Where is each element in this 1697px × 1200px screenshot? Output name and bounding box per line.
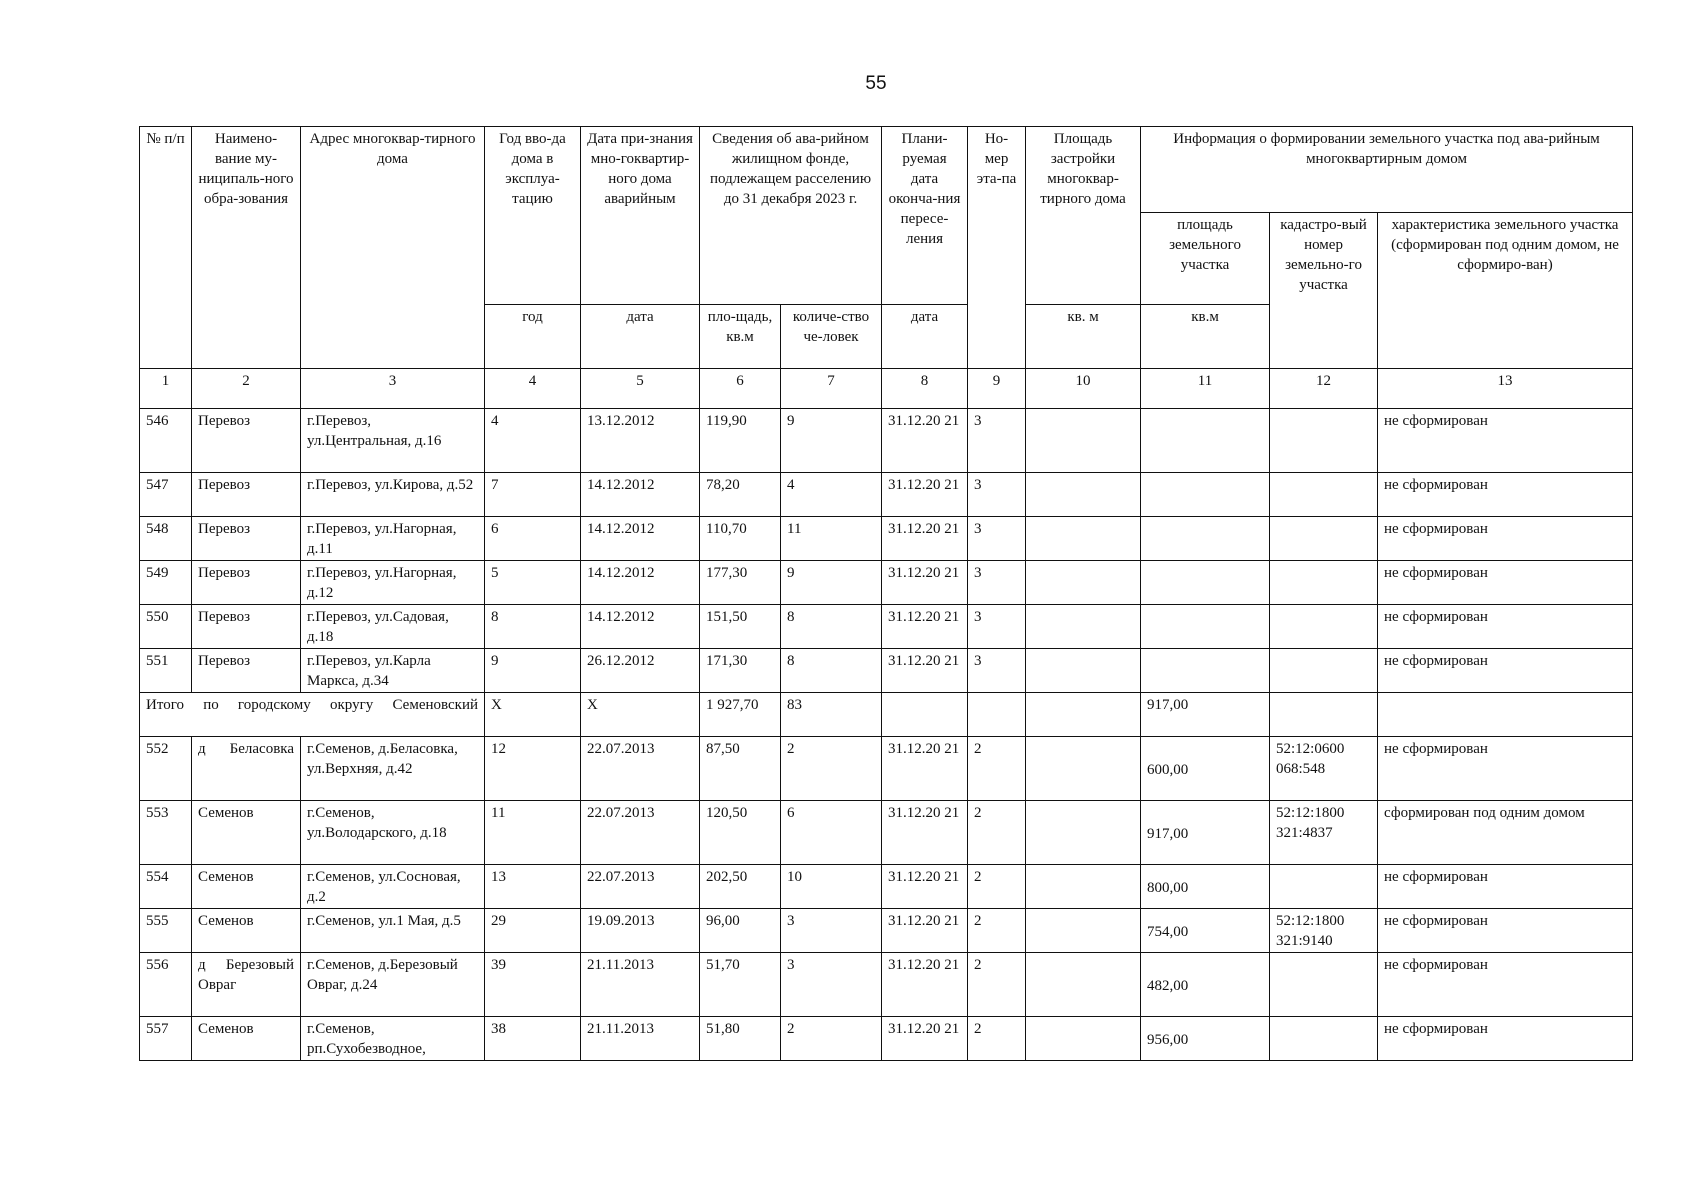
planned-end-date-cell: 31.12.20 21 <box>882 737 968 801</box>
row-number: 546 <box>140 409 192 473</box>
municipality-cell: Перевоз <box>192 649 301 693</box>
people-count-cell: 9 <box>781 561 882 605</box>
table-row <box>140 605 1633 649</box>
people-count-cell: 4 <box>781 473 882 517</box>
subtotal-end <box>882 693 968 737</box>
emergency-area-cell: 120,50 <box>700 801 781 865</box>
stage-cell: 3 <box>968 473 1026 517</box>
cadastral-number-cell <box>1270 605 1378 649</box>
column-number: 7 <box>781 369 882 409</box>
people-count-cell: 3 <box>781 953 882 1017</box>
row-number: 557 <box>140 1017 192 1061</box>
address-cell: г.Семенов, ул.Сосновая, д.2 <box>301 865 485 909</box>
people-count-cell: 11 <box>781 517 882 561</box>
table-row <box>140 909 1633 953</box>
address-cell: г.Семенов, рп.Сухобезводное, <box>301 1017 485 1061</box>
land-area-cell <box>1141 649 1270 693</box>
year-cell: 12 <box>485 737 581 801</box>
header-row-1 <box>140 127 1633 213</box>
unit-date: дата <box>581 305 700 369</box>
subtotal-stage <box>968 693 1026 737</box>
table-row <box>140 517 1633 561</box>
stage-cell: 3 <box>968 649 1026 693</box>
emergency-area-cell: 119,90 <box>700 409 781 473</box>
emergency-area-cell: 202,50 <box>700 865 781 909</box>
unit-people: количе-ство че-ловек <box>781 305 882 369</box>
stage-cell: 2 <box>968 801 1026 865</box>
planned-end-date-cell: 31.12.20 21 <box>882 953 968 1017</box>
column-number: 4 <box>485 369 581 409</box>
unit-area: пло-щадь, кв.м <box>700 305 781 369</box>
land-characteristic-cell: не сформирован <box>1378 605 1633 649</box>
row-number: 554 <box>140 865 192 909</box>
land-area-cell: 917,00 <box>1141 801 1270 865</box>
subtotal-people: 83 <box>781 693 882 737</box>
year-cell: 39 <box>485 953 581 1017</box>
subtotal-date: Х <box>581 693 700 737</box>
address-cell: г.Перевоз, ул.Нагорная, д.12 <box>301 561 485 605</box>
recognition-date-cell: 21.11.2013 <box>581 953 700 1017</box>
col-header-stage: Но-мер эта-па <box>968 127 1026 369</box>
column-number: 6 <box>700 369 781 409</box>
recognition-date-cell: 21.11.2013 <box>581 1017 700 1061</box>
stage-cell: 3 <box>968 605 1026 649</box>
people-count-cell: 6 <box>781 801 882 865</box>
address-cell: г.Перевоз, ул.Кирова, д.52 <box>301 473 485 517</box>
unit-building-area: кв. м <box>1026 305 1141 369</box>
land-characteristic-cell: не сформирован <box>1378 409 1633 473</box>
building-area-cell <box>1026 1017 1141 1061</box>
land-area-cell <box>1141 605 1270 649</box>
people-count-cell: 10 <box>781 865 882 909</box>
building-area-cell <box>1026 865 1141 909</box>
table-row <box>140 737 1633 801</box>
land-area-cell <box>1141 517 1270 561</box>
address-cell: г.Перевоз, ул.Карла Маркса, д.34 <box>301 649 485 693</box>
column-number: 3 <box>301 369 485 409</box>
recognition-date-cell: 26.12.2012 <box>581 649 700 693</box>
municipality-cell: д Березовый Овраг <box>192 953 301 1017</box>
row-number: 556 <box>140 953 192 1017</box>
col-header-number: № п/п <box>140 127 192 369</box>
year-cell: 8 <box>485 605 581 649</box>
land-characteristic-cell: не сформирован <box>1378 1017 1633 1061</box>
emergency-area-cell: 110,70 <box>700 517 781 561</box>
cadastral-number-cell: 52:12:1800 321:9140 <box>1270 909 1378 953</box>
stage-cell: 3 <box>968 561 1026 605</box>
table-row <box>140 953 1633 1017</box>
cadastral-number-cell <box>1270 473 1378 517</box>
emergency-area-cell: 87,50 <box>700 737 781 801</box>
land-area-cell: 600,00 <box>1141 737 1270 801</box>
municipality-cell: Перевоз <box>192 409 301 473</box>
emergency-area-cell: 51,70 <box>700 953 781 1017</box>
land-area-cell: 482,00 <box>1141 953 1270 1017</box>
year-cell: 38 <box>485 1017 581 1061</box>
planned-end-date-cell: 31.12.20 21 <box>882 801 968 865</box>
year-cell: 11 <box>485 801 581 865</box>
unit-year: год <box>485 305 581 369</box>
subtotal-cadastral <box>1270 693 1378 737</box>
column-number-row <box>140 369 1633 409</box>
col-header-municipality: Наимено-вание му-ниципаль-ного обра-зования <box>192 127 301 369</box>
table-row <box>140 801 1633 865</box>
stage-cell: 3 <box>968 517 1026 561</box>
cadastral-number-cell <box>1270 1017 1378 1061</box>
cadastral-number-cell <box>1270 561 1378 605</box>
building-area-cell <box>1026 517 1141 561</box>
people-count-cell: 9 <box>781 409 882 473</box>
col-header-planned-end: Плани-руемая дата оконча-ния пересе-ления <box>882 127 968 305</box>
planned-end-date-cell: 31.12.20 21 <box>882 865 968 909</box>
emergency-area-cell: 151,50 <box>700 605 781 649</box>
year-cell: 5 <box>485 561 581 605</box>
land-area-cell <box>1141 561 1270 605</box>
land-characteristic-cell: не сформирован <box>1378 649 1633 693</box>
address-cell: г.Семенов, ул.Володарского, д.18 <box>301 801 485 865</box>
column-number: 8 <box>882 369 968 409</box>
recognition-date-cell: 13.12.2012 <box>581 409 700 473</box>
recognition-date-cell: 14.12.2012 <box>581 473 700 517</box>
recognition-date-cell: 22.07.2013 <box>581 865 700 909</box>
land-characteristic-cell: не сформирован <box>1378 909 1633 953</box>
address-cell: г.Семенов, д.Березовый Овраг, д.24 <box>301 953 485 1017</box>
col-header-land-area: площадь земельного участка <box>1141 213 1270 305</box>
planned-end-date-cell: 31.12.20 21 <box>882 605 968 649</box>
cadastral-number-cell: 52:12:0600 068:548 <box>1270 737 1378 801</box>
stage-cell: 2 <box>968 953 1026 1017</box>
recognition-date-cell: 22.07.2013 <box>581 737 700 801</box>
stage-cell: 2 <box>968 865 1026 909</box>
building-area-cell <box>1026 561 1141 605</box>
column-number: 13 <box>1378 369 1633 409</box>
stage-cell: 3 <box>968 409 1026 473</box>
year-cell: 6 <box>485 517 581 561</box>
table-row <box>140 865 1633 909</box>
planned-end-date-cell: 31.12.20 21 <box>882 909 968 953</box>
municipality-cell: Перевоз <box>192 561 301 605</box>
cadastral-number-cell <box>1270 865 1378 909</box>
row-number: 547 <box>140 473 192 517</box>
building-area-cell <box>1026 909 1141 953</box>
people-count-cell: 8 <box>781 649 882 693</box>
row-number: 552 <box>140 737 192 801</box>
municipality-cell: Семенов <box>192 909 301 953</box>
stage-cell: 2 <box>968 909 1026 953</box>
municipality-cell: Перевоз <box>192 605 301 649</box>
cadastral-number-cell <box>1270 409 1378 473</box>
subtotal-label: Итого по городскому округу Семеновский <box>140 693 485 737</box>
recognition-date-cell: 14.12.2012 <box>581 561 700 605</box>
row-number: 549 <box>140 561 192 605</box>
table-row <box>140 649 1633 693</box>
year-cell: 29 <box>485 909 581 953</box>
col-header-land-characteristic: характеристика земельного участка (сформирован под одним домом, не сформиро-ван) <box>1378 213 1633 369</box>
subtotal-year: Х <box>485 693 581 737</box>
land-characteristic-cell: не сформирован <box>1378 473 1633 517</box>
row-number: 550 <box>140 605 192 649</box>
land-area-cell <box>1141 473 1270 517</box>
municipality-cell: Семенов <box>192 801 301 865</box>
cadastral-number-cell: 52:12:1800 321:4837 <box>1270 801 1378 865</box>
column-number: 11 <box>1141 369 1270 409</box>
land-area-cell <box>1141 409 1270 473</box>
table-row <box>140 473 1633 517</box>
building-area-cell <box>1026 409 1141 473</box>
municipality-cell: Перевоз <box>192 517 301 561</box>
land-characteristic-cell: сформирован под одним домом <box>1378 801 1633 865</box>
building-area-cell <box>1026 737 1141 801</box>
unit-end-date: дата <box>882 305 968 369</box>
planned-end-date-cell: 31.12.20 21 <box>882 561 968 605</box>
land-area-cell: 754,00 <box>1141 909 1270 953</box>
col-header-building-area: Площадь застройки многоквар-тирного дома <box>1026 127 1141 305</box>
planned-end-date-cell: 31.12.20 21 <box>882 1017 968 1061</box>
stage-cell: 2 <box>968 737 1026 801</box>
planned-end-date-cell: 31.12.20 21 <box>882 473 968 517</box>
col-header-address: Адрес многоквар-тирного дома <box>301 127 485 369</box>
year-cell: 9 <box>485 649 581 693</box>
emergency-area-cell: 51,80 <box>700 1017 781 1061</box>
address-cell: г.Перевоз, ул.Нагорная, д.11 <box>301 517 485 561</box>
housing-register-table <box>139 126 1633 1061</box>
people-count-cell: 2 <box>781 737 882 801</box>
row-number: 548 <box>140 517 192 561</box>
land-area-cell: 800,00 <box>1141 865 1270 909</box>
table-row <box>140 561 1633 605</box>
column-number: 12 <box>1270 369 1378 409</box>
col-header-year: Год вво-да дома в эксплуа-тацию <box>485 127 581 305</box>
address-cell: г.Перевоз, ул.Садовая, д.18 <box>301 605 485 649</box>
recognition-date-cell: 14.12.2012 <box>581 517 700 561</box>
column-number: 2 <box>192 369 301 409</box>
land-characteristic-cell: не сформирован <box>1378 953 1633 1017</box>
row-number: 555 <box>140 909 192 953</box>
municipality-cell: Перевоз <box>192 473 301 517</box>
recognition-date-cell: 14.12.2012 <box>581 605 700 649</box>
land-characteristic-cell: не сформирован <box>1378 561 1633 605</box>
year-cell: 7 <box>485 473 581 517</box>
land-characteristic-cell: не сформирован <box>1378 865 1633 909</box>
unit-land-area: кв.м <box>1141 305 1270 369</box>
address-cell: г.Семенов, д.Беласовка, ул.Верхняя, д.42 <box>301 737 485 801</box>
column-number: 10 <box>1026 369 1141 409</box>
building-area-cell <box>1026 649 1141 693</box>
land-area-cell: 956,00 <box>1141 1017 1270 1061</box>
column-number: 1 <box>140 369 192 409</box>
land-characteristic-cell: не сформирован <box>1378 737 1633 801</box>
municipality-cell: Семенов <box>192 865 301 909</box>
subtotal-row <box>140 693 1633 737</box>
land-characteristic-cell: не сформирован <box>1378 517 1633 561</box>
emergency-area-cell: 96,00 <box>700 909 781 953</box>
building-area-cell <box>1026 605 1141 649</box>
building-area-cell <box>1026 953 1141 1017</box>
row-number: 551 <box>140 649 192 693</box>
year-cell: 13 <box>485 865 581 909</box>
table-row <box>140 409 1633 473</box>
subtotal-building-area <box>1026 693 1141 737</box>
people-count-cell: 3 <box>781 909 882 953</box>
col-header-date: Дата при-знания мно-гоквартир-ного дома аварийным <box>581 127 700 305</box>
cadastral-number-cell <box>1270 953 1378 1017</box>
planned-end-date-cell: 31.12.20 21 <box>882 409 968 473</box>
column-number: 5 <box>581 369 700 409</box>
planned-end-date-cell: 31.12.20 21 <box>882 517 968 561</box>
building-area-cell <box>1026 473 1141 517</box>
page-number: 55 <box>865 73 887 94</box>
building-area-cell <box>1026 801 1141 865</box>
col-header-emergency-info: Сведения об ава-рийном жилищном фонде, подлежащем расселению до 31 декабря 2023 г. <box>700 127 882 305</box>
stage-cell: 2 <box>968 1017 1026 1061</box>
subtotal-area: 1 927,70 <box>700 693 781 737</box>
cadastral-number-cell <box>1270 649 1378 693</box>
people-count-cell: 2 <box>781 1017 882 1061</box>
subtotal-land-area: 917,00 <box>1141 693 1270 737</box>
emergency-area-cell: 177,30 <box>700 561 781 605</box>
col-header-cadastral: кадастро-вый номер земельно-го участка <box>1270 213 1378 369</box>
people-count-cell: 8 <box>781 605 882 649</box>
table-row <box>140 1017 1633 1061</box>
subtotal-characteristic <box>1378 693 1633 737</box>
year-cell: 4 <box>485 409 581 473</box>
address-cell: г.Перевоз, ул.Центральная, д.16 <box>301 409 485 473</box>
address-cell: г.Семенов, ул.1 Мая, д.5 <box>301 909 485 953</box>
column-number: 9 <box>968 369 1026 409</box>
col-header-land-info: Информация о формировании земельного участка под ава-рийным многоквартирным домом <box>1141 127 1633 213</box>
cadastral-number-cell <box>1270 517 1378 561</box>
municipality-cell: Семенов <box>192 1017 301 1061</box>
emergency-area-cell: 78,20 <box>700 473 781 517</box>
municipality-cell: д Беласовка <box>192 737 301 801</box>
planned-end-date-cell: 31.12.20 21 <box>882 649 968 693</box>
recognition-date-cell: 19.09.2013 <box>581 909 700 953</box>
recognition-date-cell: 22.07.2013 <box>581 801 700 865</box>
emergency-area-cell: 171,30 <box>700 649 781 693</box>
row-number: 553 <box>140 801 192 865</box>
